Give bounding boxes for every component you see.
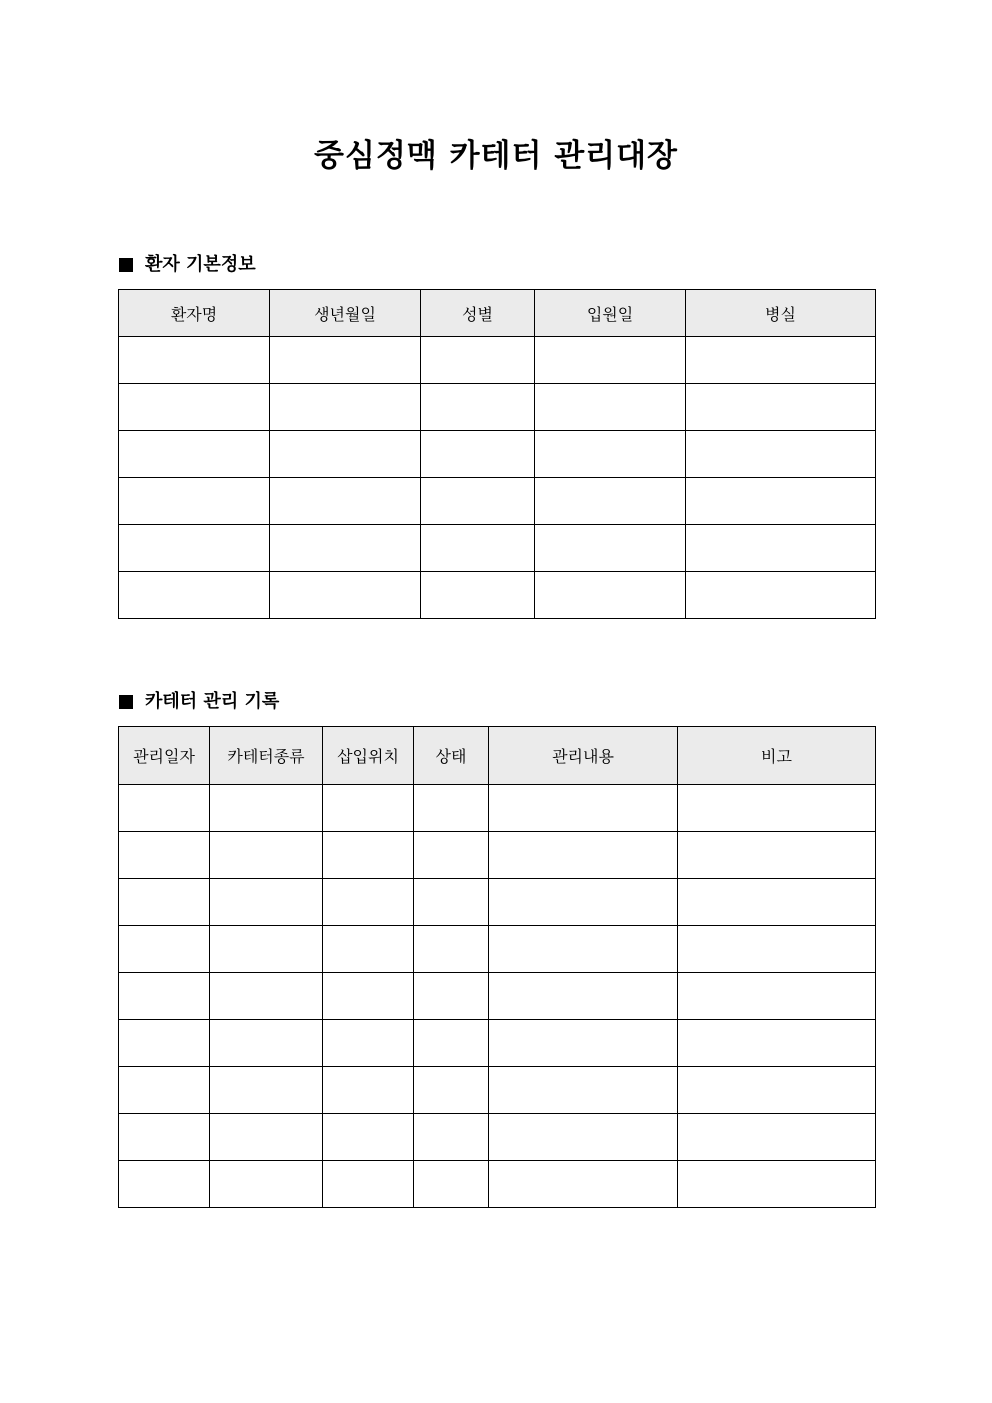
table-cell[interactable] [678,1161,876,1208]
table-cell[interactable] [489,879,678,926]
table-cell[interactable] [119,785,210,832]
column-header-admission-date: 입원일 [535,290,686,337]
table-row [119,384,876,431]
table-cell[interactable] [489,1020,678,1067]
table-cell[interactable] [686,525,876,572]
table-cell[interactable] [678,879,876,926]
table-cell[interactable] [210,973,323,1020]
table-cell[interactable] [489,785,678,832]
table-row [119,1161,876,1208]
table-row [119,1114,876,1161]
table-cell[interactable] [678,1114,876,1161]
table-cell[interactable] [119,384,270,431]
table-row [119,832,876,879]
table-cell[interactable] [119,926,210,973]
patient-table-body [119,337,876,619]
table-cell[interactable] [323,973,414,1020]
table-cell[interactable] [119,832,210,879]
table-cell[interactable] [678,785,876,832]
page-title: 중심정맥 카테터 관리대장 [314,138,678,174]
table-cell[interactable] [270,431,421,478]
table-cell[interactable] [210,785,323,832]
table-cell[interactable] [421,384,535,431]
patient-section-heading [119,253,256,277]
black-square-icon [119,695,133,709]
column-header-room: 병실 [686,290,876,337]
table-cell[interactable] [119,525,270,572]
table-cell[interactable] [686,431,876,478]
table-cell[interactable] [489,1114,678,1161]
table-row [119,785,876,832]
table-row [119,1020,876,1067]
black-square-icon [119,258,133,272]
table-cell[interactable] [119,478,270,525]
table-cell[interactable] [119,337,270,384]
table-cell[interactable] [210,879,323,926]
table-cell[interactable] [414,785,489,832]
table-cell[interactable] [535,572,686,619]
table-cell[interactable] [119,879,210,926]
table-cell[interactable] [535,337,686,384]
column-header-remarks: 비고 [678,727,876,785]
table-cell[interactable] [421,525,535,572]
table-row [119,478,876,525]
table-cell[interactable] [414,973,489,1020]
table-cell[interactable] [421,431,535,478]
table-row [119,337,876,384]
table-row [119,525,876,572]
column-header-insertion-site: 삽입위치 [323,727,414,785]
table-cell[interactable] [270,478,421,525]
table-cell[interactable] [119,1114,210,1161]
table-cell[interactable] [535,478,686,525]
table-cell[interactable] [323,1114,414,1161]
table-cell[interactable] [686,337,876,384]
table-cell[interactable] [678,926,876,973]
table-cell[interactable] [686,384,876,431]
table-cell[interactable] [323,1161,414,1208]
table-cell[interactable] [323,926,414,973]
table-header-row [119,727,876,785]
table-cell[interactable] [489,832,678,879]
table-header-row [119,290,876,337]
table-cell[interactable] [535,384,686,431]
column-header-status: 상태 [414,727,489,785]
table-cell[interactable] [210,926,323,973]
table-cell[interactable] [119,572,270,619]
table-cell[interactable] [119,1020,210,1067]
catheter-record-table [118,726,876,1208]
table-cell[interactable] [119,973,210,1020]
table-cell[interactable] [686,478,876,525]
table-cell[interactable] [210,1114,323,1161]
table-cell[interactable] [421,337,535,384]
table-cell[interactable] [489,926,678,973]
table-cell[interactable] [270,525,421,572]
column-header-gender: 성별 [421,290,535,337]
table-cell[interactable] [323,1020,414,1067]
table-cell[interactable] [414,1114,489,1161]
table-cell[interactable] [678,1020,876,1067]
table-cell[interactable] [323,785,414,832]
table-cell[interactable] [489,973,678,1020]
table-cell[interactable] [489,1067,678,1114]
catheter-table-body [119,785,876,1208]
table-cell[interactable] [414,879,489,926]
table-cell[interactable] [535,431,686,478]
table-row [119,572,876,619]
table-cell[interactable] [270,337,421,384]
column-header-management-details: 관리내용 [489,727,678,785]
table-cell[interactable] [210,1020,323,1067]
table-cell[interactable] [421,478,535,525]
patient-info-table [118,289,876,619]
table-cell[interactable] [119,431,270,478]
table-row [119,879,876,926]
column-header-catheter-type: 카테터종류 [210,727,323,785]
table-cell[interactable] [678,832,876,879]
table-row [119,431,876,478]
table-cell[interactable] [270,572,421,619]
table-cell[interactable] [323,1067,414,1114]
column-header-birth-date: 생년월일 [270,290,421,337]
table-cell[interactable] [414,1161,489,1208]
table-cell[interactable] [414,1020,489,1067]
table-cell[interactable] [210,1161,323,1208]
column-header-management-date: 관리일자 [119,727,210,785]
table-cell[interactable] [414,1067,489,1114]
table-cell[interactable] [686,572,876,619]
patient-section-label: 환자 기본정보 [145,254,256,275]
table-cell[interactable] [210,1067,323,1114]
table-cell[interactable] [323,832,414,879]
table-cell[interactable] [414,926,489,973]
table-cell[interactable] [489,1161,678,1208]
column-header-patient-name: 환자명 [119,290,270,337]
table-cell[interactable] [414,832,489,879]
catheter-section-heading [119,690,279,714]
table-row [119,973,876,1020]
table-cell[interactable] [535,525,686,572]
table-cell[interactable] [421,572,535,619]
table-cell[interactable] [678,1067,876,1114]
table-row [119,926,876,973]
table-row [119,1067,876,1114]
catheter-section-label: 카테터 관리 기록 [145,691,280,712]
table-cell[interactable] [210,832,323,879]
table-cell[interactable] [119,1067,210,1114]
table-cell[interactable] [270,384,421,431]
table-cell[interactable] [678,973,876,1020]
table-cell[interactable] [119,1161,210,1208]
table-cell[interactable] [323,879,414,926]
